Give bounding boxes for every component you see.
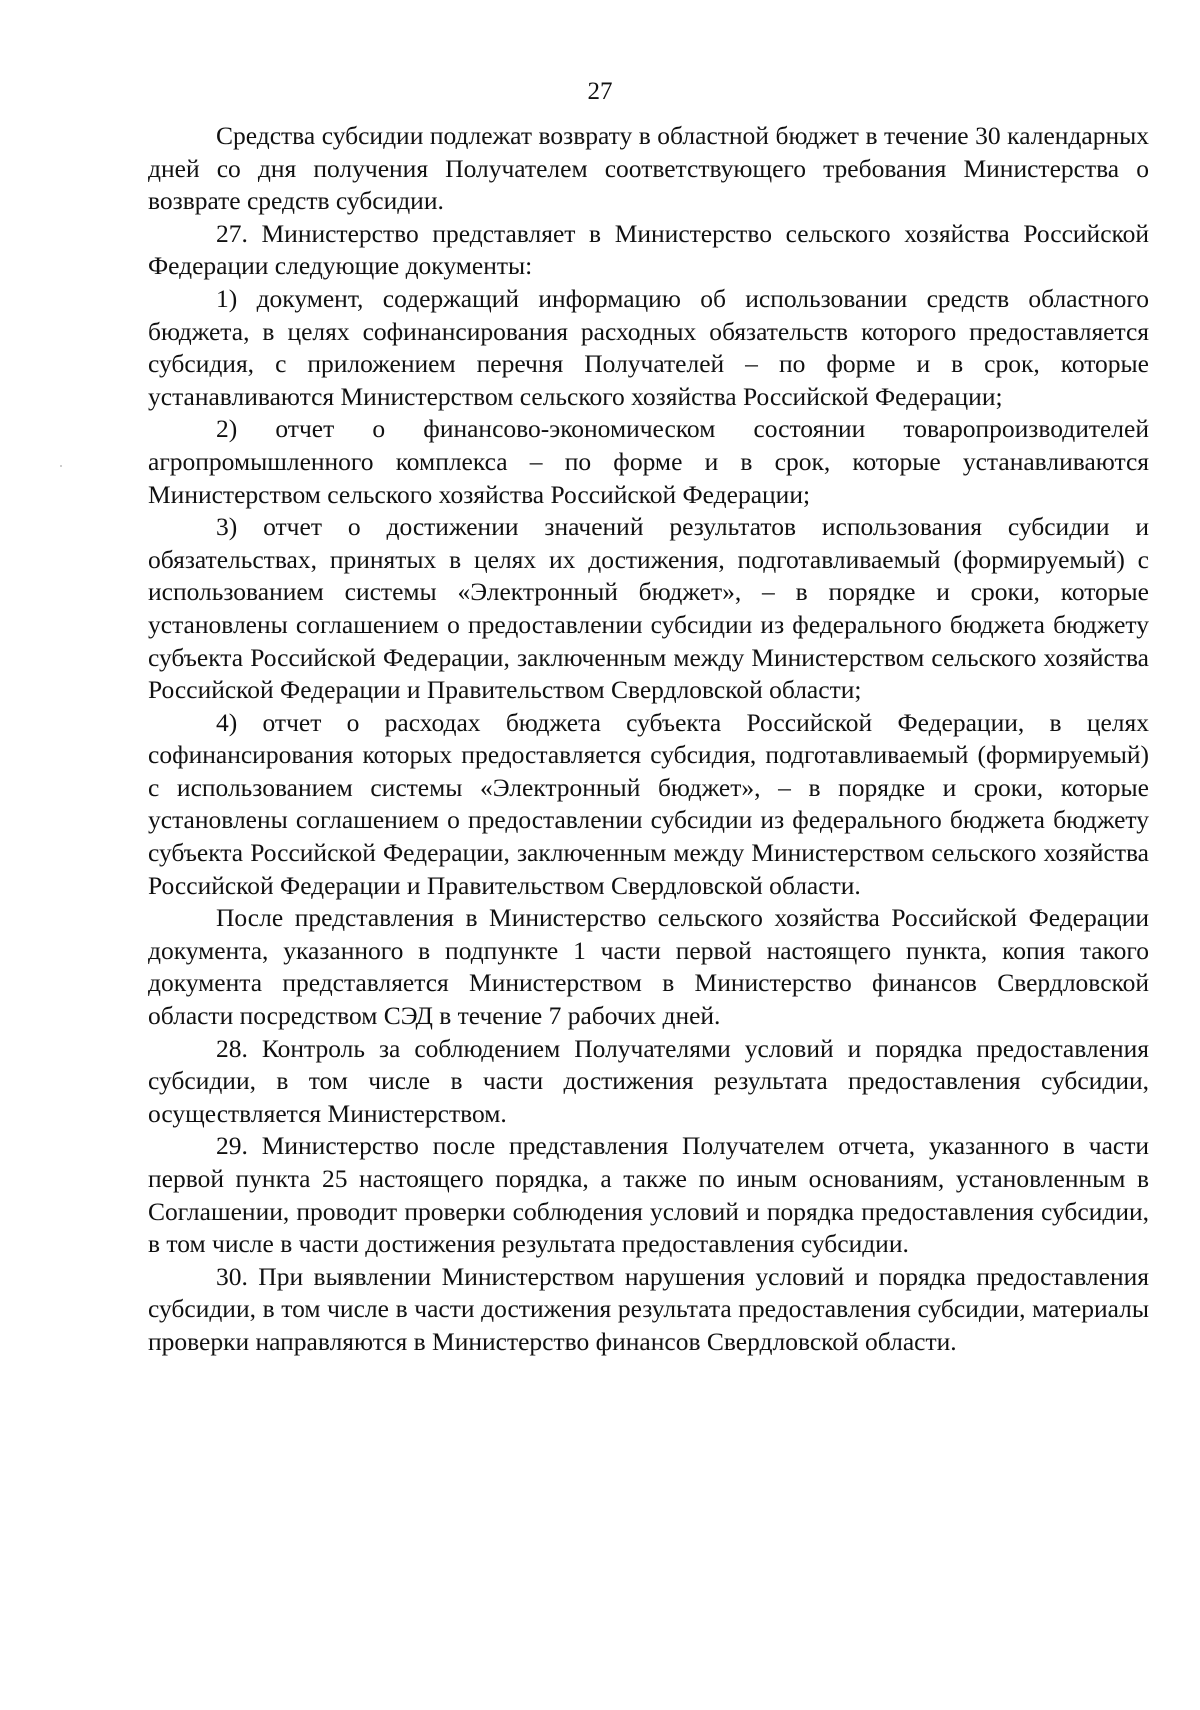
paragraph-item-28: 28. Контроль за соблюдением Получателями условий и порядка предоставления субсидии, в том числе в части достижения результата предоставления субсидии, осуществляется Министерством. [148,1033,1149,1128]
paragraph-item-29: 29. Министерство после представления Получателем отчета, указанного в части первой пункта 25 настоящего порядка, а также по иным основаниям, установленным в Соглашении, проводит проверки соблюдения условий и порядка предоставления субсидии, в том числе в части достижения результата предоставления субсидии. [148,1131,1149,1259]
paragraph-item-30: 30. При выявлении Министерством нарушения условий и порядка предоставления субсидии, в том числе в части достижения результата предоставления субсидии, материалы проверки направляются в Министерство финансов Свердловской области. [148,1261,1149,1356]
paragraph-refund-term: Средства субсидии подлежат возврату в областной бюджет в течение 30 календарных дней со дня получения Получателем соответствующего требования Министерства о возврате средств субсидии. [148,121,1149,216]
document-body [148,120,1149,1359]
paragraph-item-27-3: 3) отчет о достижении значений результатов использования субсидии и обязательствах, принятых в целях их достижения, подготавливаемый (формируемый) с использованием системы «Электронный бюджет», – в порядке и сроки, которые установлены соглашением о предоставлении субсидии из федерального бюджета бюджету субъекта Российской Федерации, заключенным между Министерством сельского хозяйства Российской Федерации и Правительством Свердловской области; [148,512,1149,705]
paragraph-item-27-1: 1) документ, содержащий информацию об использовании средств областного бюджета, в целях софинансирования расходных обязательств которого предоставляется субсидия, с приложением перечня Получателей – по форме и в срок, которые устанавливаются Министерством сельского хозяйства Российской Федерации; [148,283,1149,411]
page-number: 27 [587,78,613,105]
scan-speck [60,465,62,467]
paragraph-item-27: 27. Министерство представляет в Министерство сельского хозяйства Российской Федерации следующие документы: [148,218,1149,281]
paragraph-item-27-4: 4) отчет о расходах бюджета субъекта Российской Федерации, в целях софинансирования которых предоставляется субсидия, подготавливаемый (формируемый) с использованием системы «Электронный бюджет», – в порядке и сроки, которые установлены соглашением о предоставлении субсидии из федерального бюджета бюджету субъекта Российской Федерации, заключенным между Министерством сельского хозяйства Российской Федерации и Правительством Свердловской области. [148,707,1149,900]
paragraph-copy-submission: После представления в Министерство сельского хозяйства Российской Федерации документа, указанного в подпункте 1 части первой настоящего пункта, копия такого документа представляется Министерством в Министерство финансов Свердловской области посредством СЭД в течение 7 рабочих дней. [148,903,1149,1031]
paragraph-item-27-2: 2) отчет о финансово-экономическом состоянии товаропроизводителей агропромышленного комплекса – по форме и в срок, которые устанавливаются Министерством сельского хозяйства Российской Федерации; [148,414,1149,509]
